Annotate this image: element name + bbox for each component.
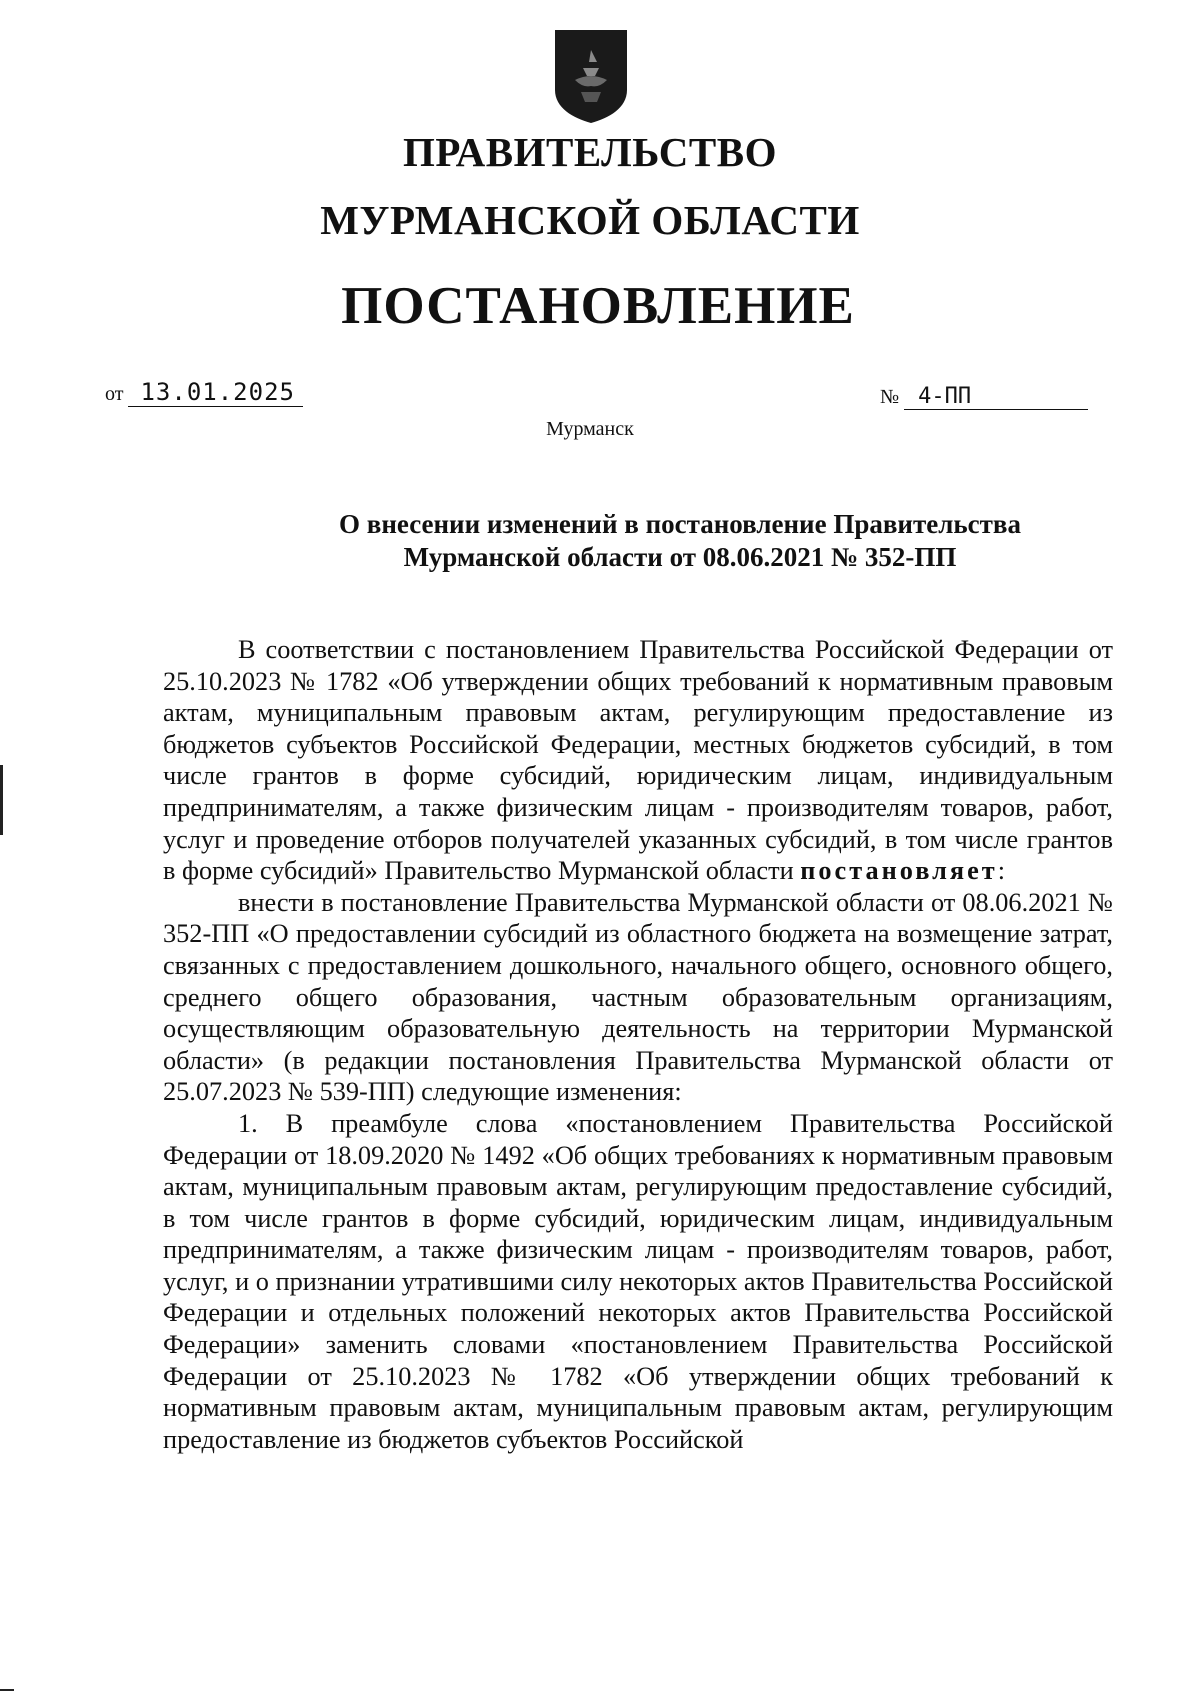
document-body [163, 634, 1113, 1455]
number-value: 4-ПП [904, 384, 1088, 410]
scan-edge-mark-bottom [0, 1689, 14, 1691]
subject-line1: О внесении изменений в постановление Правительства [339, 509, 1021, 539]
document-subject [300, 508, 1060, 574]
government-title-line2: МУРМАНСКОЙ ОБЛАСТИ [320, 197, 860, 243]
subject-line2: Мурманской области от 08.06.2021 № 352-ПП [403, 542, 957, 572]
paragraph-preamble [163, 634, 1113, 887]
coat-of-arms-emblem [553, 28, 629, 124]
document-type-title: ПОСТАНОВЛЕНИЕ [341, 277, 855, 335]
paragraph-amendment: внести в постановление Правительства Мурманской области от 08.06.2021 № 352-ПП «О предоставлении субсидий из областного бюджета на возмещение затрат, связанных с предоставлением дошкольного, начального общего, основного общего, среднего общего образования, частным образовательным организациям, осуществляющим образовательную деятельность на территории Мурманской области» (в редакции постановления Правительства Мурманской области от 25.07.2023 № 539-ПП) следующие изменения: [163, 887, 1113, 1107]
preamble-text: В соответствии с постановлением Правительства Российской Федерации от 25.10.2023 № 1782 «Об утверждении общих требований к нормативным правовым актам, муниципальным правовым актам, регулирующим предоставление из бюджетов субъектов Российской Федерации, местных бюджетов субсидий, в том числе грантов в форме субсидий, юридическим лицам, индивидуальным предпринимателям, а также физическим лицам - производителям товаров, работ, услуг и проведение отборов получателей указанных субсидий, в том числе грантов в форме субсидий» Правительство Мурманской области [163, 635, 1113, 886]
date-field [105, 378, 303, 407]
city-label: Мурманск [546, 418, 634, 440]
date-prefix: от [105, 383, 124, 405]
number-field [880, 384, 1088, 410]
date-value: 13.01.2025 [128, 378, 303, 407]
government-title-line1: ПРАВИТЕЛЬСТВО [402, 129, 778, 175]
number-prefix: № [880, 386, 900, 408]
scan-edge-mark-left [0, 765, 3, 835]
preamble-colon: : [997, 856, 1005, 886]
decree-keyword: постановляет [800, 856, 998, 886]
paragraph-item-1: 1. В преамбуле слова «постановлением Правительства Российской Федерации от 18.09.2020 № 1492 «Об общих требованиях к нормативным правовым актам, муниципальным правовым актам, регулирующим предоставление субсидий, в том числе грантов в форме субсидий, юридическим лицам, индивидуальным предпринимателям, а также физическим лицам - производителям товаров, работ, услуг, и о признании утратившими силу некоторых актов Правительства Российской Федерации и отдельных положений некоторых актов Правительства Российской Федерации» заменить словами «постановлением Правительства Российской Федерации от 25.10.2023 № 1782 «Об утверждении общих требований к нормативным правовым актам, муниципальным правовым актам, регулирующим предоставление из бюджетов субъектов Российской [163, 1108, 1113, 1454]
